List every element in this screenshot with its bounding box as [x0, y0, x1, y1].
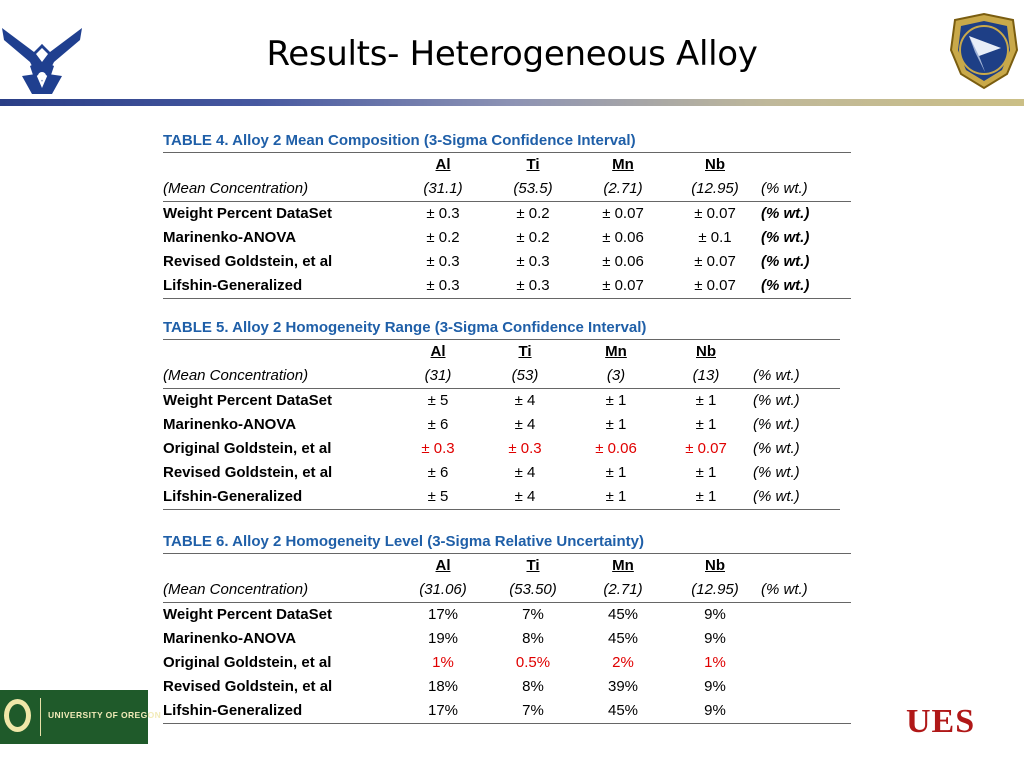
table-cell: ± 1: [695, 464, 717, 481]
table-cell: ± 0.06: [602, 229, 644, 246]
column-header: Ti: [526, 156, 540, 173]
table-row: [163, 274, 851, 298]
table-header-row: [163, 340, 840, 364]
row-unit: (% wt.): [761, 277, 810, 294]
mean-value: (12.95): [691, 180, 739, 197]
row-label: Lifshin-Generalized: [163, 702, 303, 719]
mean-value: (53.50): [509, 581, 557, 598]
table-caption: TABLE 4. Alloy 2 Mean Composition (3-Sigma Confidence Interval): [163, 132, 636, 149]
table-row: [163, 250, 851, 274]
table-cell: 18%: [427, 678, 459, 695]
table-cell: ± 0.3: [516, 253, 550, 270]
table-cell: ± 0.2: [516, 229, 550, 246]
table-cell: 17%: [427, 606, 459, 623]
table-cell: ± 4: [514, 488, 536, 505]
table-cell: 1%: [432, 654, 454, 671]
table-header-row: [163, 554, 851, 578]
column-header: Al: [430, 343, 446, 360]
column-header: Nb: [705, 557, 725, 574]
table-cell: 8%: [522, 630, 544, 647]
table-cell: ± 1: [695, 416, 717, 433]
table-cell: 45%: [607, 606, 639, 623]
mean-value: (31.06): [419, 581, 467, 598]
table-cell: ± 4: [514, 416, 536, 433]
table-cell: ± 1: [605, 392, 627, 409]
table-cell: 45%: [607, 630, 639, 647]
table-cell: 39%: [607, 678, 639, 695]
table-4: [163, 130, 851, 299]
mean-value: (53.5): [513, 180, 553, 197]
column-header: Al: [435, 156, 451, 173]
mean-unit: (% wt.): [761, 180, 808, 197]
table-caption: TABLE 5. Alloy 2 Homogeneity Range (3-Sigma Confidence Interval): [163, 319, 647, 336]
table-cell: 0.5%: [515, 654, 551, 671]
table-header-row: [163, 153, 851, 177]
column-header: Nb: [696, 343, 716, 360]
table-cell: ± 4: [514, 464, 536, 481]
table-cell: ± 1: [695, 488, 717, 505]
table-cell: 9%: [704, 678, 726, 695]
row-unit: (% wt.): [753, 488, 800, 505]
table-cell: ± 0.3: [426, 253, 460, 270]
table-cell: ± 0.07: [602, 277, 644, 294]
table-cell: 8%: [522, 678, 544, 695]
mean-value: (12.95): [691, 581, 739, 598]
table-cell: 45%: [607, 702, 639, 719]
row-label: Weight Percent DataSet: [163, 205, 332, 222]
row-unit: (% wt.): [753, 416, 800, 433]
table-cell: 9%: [704, 702, 726, 719]
table-cell: ± 0.07: [685, 440, 727, 457]
mean-label: (Mean Concentration): [163, 180, 309, 197]
university-of-oregon-logo: [0, 690, 162, 744]
logo-divider: [40, 698, 41, 736]
mean-value: (53): [511, 367, 539, 384]
table-cell: ± 0.3: [508, 440, 542, 457]
column-header: Mn: [605, 343, 627, 360]
header-divider: [0, 99, 1024, 106]
column-header: Ti: [518, 343, 532, 360]
table-cell: ± 0.3: [516, 277, 550, 294]
ues-logo: UES: [906, 703, 976, 740]
table-row-highlighted: [163, 651, 851, 675]
table-row: [163, 699, 851, 723]
column-header: Mn: [612, 156, 634, 173]
table-cell: 2%: [612, 654, 634, 671]
table-6: [163, 531, 851, 724]
table-cell: ± 6: [427, 416, 449, 433]
logo-text: UNIVERSITY OF OREGON: [48, 710, 162, 720]
table-cell: 9%: [704, 630, 726, 647]
mean-concentration-row: [163, 177, 851, 202]
page-title: Results- Heterogeneous Alloy: [266, 34, 758, 74]
table-row: [163, 413, 840, 437]
row-unit: (% wt.): [761, 253, 810, 270]
table-5: [163, 317, 840, 510]
mean-value: (2.71): [603, 581, 643, 598]
table-cell: ± 0.07: [694, 253, 736, 270]
row-label: Revised Goldstein, et al: [163, 253, 333, 270]
mean-concentration-row: [163, 578, 851, 603]
table-row-highlighted: [163, 437, 840, 461]
column-header: Nb: [705, 156, 725, 173]
table-cell: 1%: [704, 654, 726, 671]
table-cell: ± 0.2: [426, 229, 460, 246]
row-label: Marinenko-ANOVA: [163, 630, 297, 647]
row-unit: (% wt.): [753, 440, 800, 457]
table-row: [163, 202, 851, 226]
mean-value: (3): [606, 367, 626, 384]
table-cell: ± 4: [514, 392, 536, 409]
row-label: Revised Goldstein, et al: [163, 678, 333, 695]
mean-label: (Mean Concentration): [163, 367, 309, 384]
table-cell: ± 0.07: [694, 205, 736, 222]
mean-label: (Mean Concentration): [163, 581, 309, 598]
table-row: [163, 627, 851, 651]
table-cell: ± 0.3: [426, 205, 460, 222]
row-unit: (% wt.): [761, 205, 810, 222]
table-cell: ± 0.3: [426, 277, 460, 294]
column-header: Al: [435, 557, 451, 574]
table-row: [163, 485, 840, 509]
table-cell: ± 0.3: [421, 440, 455, 457]
row-label: Weight Percent DataSet: [163, 606, 332, 623]
table-row: [163, 461, 840, 485]
row-unit: (% wt.): [761, 229, 810, 246]
afrl-shield-icon: [945, 12, 1023, 90]
table-row: [163, 389, 840, 413]
table-cell: ± 0.07: [602, 205, 644, 222]
table-caption: TABLE 6. Alloy 2 Homogeneity Level (3-Sigma Relative Uncertainty): [163, 533, 644, 550]
table-cell: 9%: [704, 606, 726, 623]
table-cell: 17%: [427, 702, 459, 719]
row-unit: (% wt.): [753, 464, 800, 481]
table-row: [163, 603, 851, 627]
table-row: [163, 226, 851, 250]
mean-unit: (% wt.): [753, 367, 800, 384]
oregon-o-icon: [4, 699, 31, 732]
table-cell: ± 1: [605, 416, 627, 433]
mean-value: (2.71): [603, 180, 643, 197]
table-row: [163, 675, 851, 699]
row-label: Original Goldstein, et al: [163, 654, 332, 671]
table-cell: 7%: [522, 606, 544, 623]
table-cell: ± 0.07: [694, 277, 736, 294]
table-cell: ± 6: [427, 464, 449, 481]
table-cell: ± 5: [427, 392, 449, 409]
table-cell: ± 5: [427, 488, 449, 505]
row-label: Original Goldstein, et al: [163, 440, 332, 457]
row-label: Revised Goldstein, et al: [163, 464, 333, 481]
mean-value: (13): [692, 367, 720, 384]
mean-value: (31.1): [423, 180, 463, 197]
mean-unit: (% wt.): [761, 581, 808, 598]
table-cell: ± 0.06: [595, 440, 637, 457]
table-cell: ± 0.06: [602, 253, 644, 270]
row-label: Marinenko-ANOVA: [163, 416, 297, 433]
row-label: Marinenko-ANOVA: [163, 229, 297, 246]
table-cell: ± 1: [605, 464, 627, 481]
table-cell: ± 0.1: [698, 229, 732, 246]
table-cell: ± 1: [695, 392, 717, 409]
column-header: Mn: [612, 557, 634, 574]
row-label: Lifshin-Generalized: [163, 488, 303, 505]
mean-value: (31): [424, 367, 452, 384]
table-cell: ± 1: [605, 488, 627, 505]
table-cell: ± 0.2: [516, 205, 550, 222]
table-cell: 19%: [427, 630, 459, 647]
table-cell: 7%: [522, 702, 544, 719]
row-unit: (% wt.): [753, 392, 800, 409]
row-label: Weight Percent DataSet: [163, 392, 332, 409]
row-label: Lifshin-Generalized: [163, 277, 303, 294]
column-header: Ti: [526, 557, 540, 574]
mean-concentration-row: [163, 364, 840, 389]
